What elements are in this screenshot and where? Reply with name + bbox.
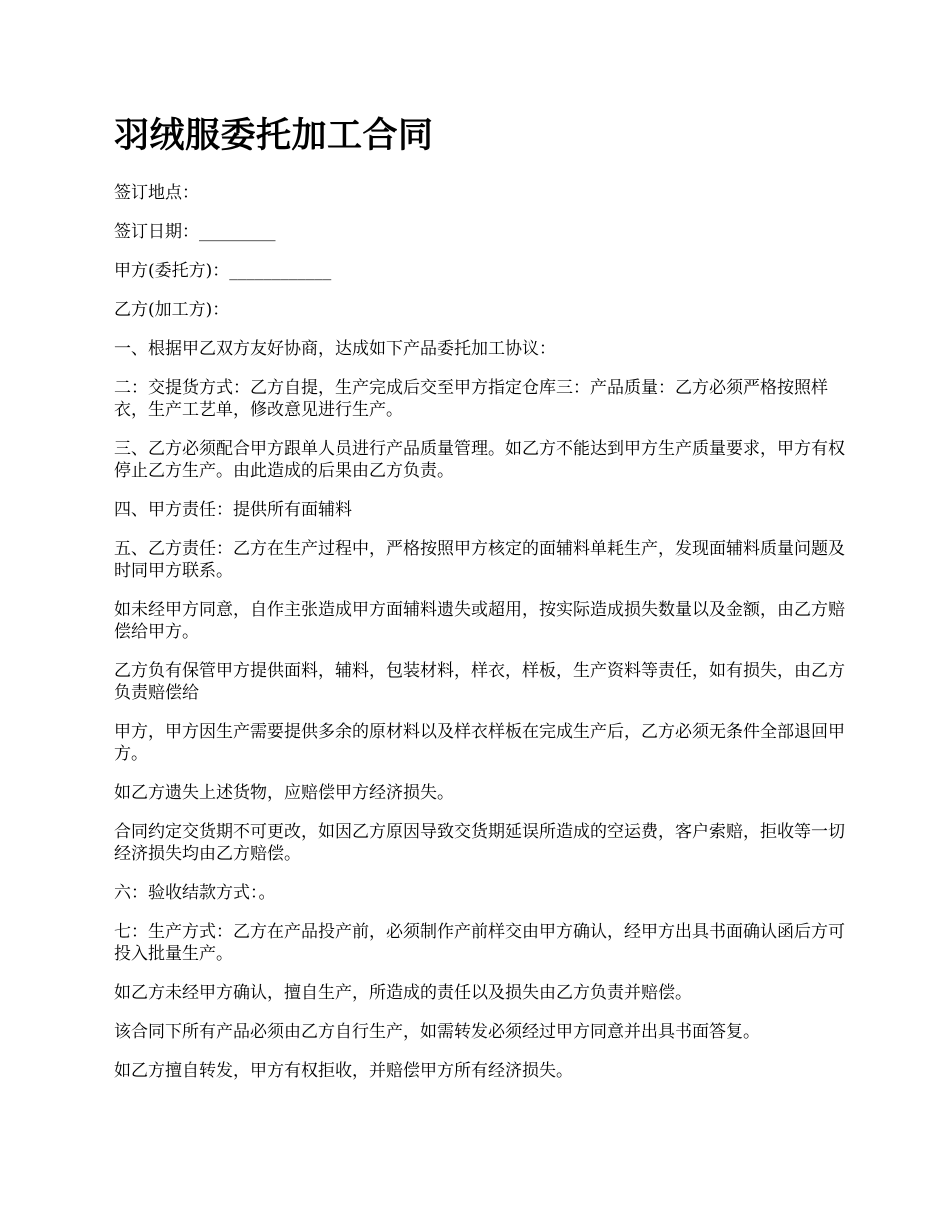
party-a: 甲方(委托方)：____________ xyxy=(114,261,332,281)
signing-date: 签订日期：_________ xyxy=(114,222,276,242)
clause-5-detail-2: 乙方负有保管甲方提供面料，辅料，包装材料，样衣，样板，生产资料等责任，如有损失，由乙方负责赔偿给 xyxy=(114,661,845,703)
party-b: 乙方(加工方)： xyxy=(114,300,230,320)
clause-1: 一、根据甲乙双方友好协商，达成如下产品委托加工协议： xyxy=(114,339,556,359)
clause-7-detail-1: 如乙方未经甲方确认，擅自生产，所造成的责任以及损失由乙方负责并赔偿。 xyxy=(114,983,692,1003)
clause-7-detail-3: 如乙方擅自转发，甲方有权拒收，并赔偿甲方所有经济损失。 xyxy=(114,1061,573,1081)
document-page xyxy=(114,112,854,1099)
clause-7-detail-2: 该合同下所有产品必须由乙方自行生产，如需转发必须经过甲方同意并出具书面答复。 xyxy=(114,1022,760,1042)
page-title: 羽绒服委托加工合同 xyxy=(114,116,434,156)
clause-5-detail-4: 如乙方遗失上述货物，应赔偿甲方经济损失。 xyxy=(114,783,454,803)
clause-3: 三、乙方必须配合甲方跟单人员进行产品质量管理。如乙方不能达到甲方生产质量要求，甲方有权停止乙方生产。由此造成的后果由乙方负责。 xyxy=(114,439,845,481)
clause-6: 六：验收结款方式：。 xyxy=(114,883,276,903)
clause-4: 四、甲方责任：提供所有面辅料 xyxy=(114,500,352,520)
clause-5-detail-3: 甲方，甲方因生产需要提供多余的原材料以及样衣样板在完成生产后，乙方必须无条件全部退回甲方。 xyxy=(114,722,845,764)
signing-place: 签订地点： xyxy=(114,183,199,203)
clause-5-detail-1: 如未经甲方同意，自作主张造成甲方面辅料遗失或超用，按实际造成损失数量以及金额，由乙方赔偿给甲方。 xyxy=(114,600,845,642)
clause-7: 七：生产方式：乙方在产品投产前，必须制作产前样交由甲方确认，经甲方出具书面确认函后方可投入批量生产。 xyxy=(114,922,845,964)
clause-5: 五、乙方责任：乙方在生产过程中，严格按照甲方核定的面辅料单耗生产，发现面辅料质量问题及时同甲方联系。 xyxy=(114,539,845,581)
clause-5-detail-5: 合同约定交货期不可更改，如因乙方原因导致交货期延误所造成的空运费，客户索赔，拒收等一切经济损失均由乙方赔偿。 xyxy=(114,822,845,864)
clause-2: 二：交提货方式：乙方自提，生产完成后交至甲方指定仓库三：产品质量：乙方必须严格按照样衣，生产工艺单，修改意见进行生产。 xyxy=(114,378,828,420)
